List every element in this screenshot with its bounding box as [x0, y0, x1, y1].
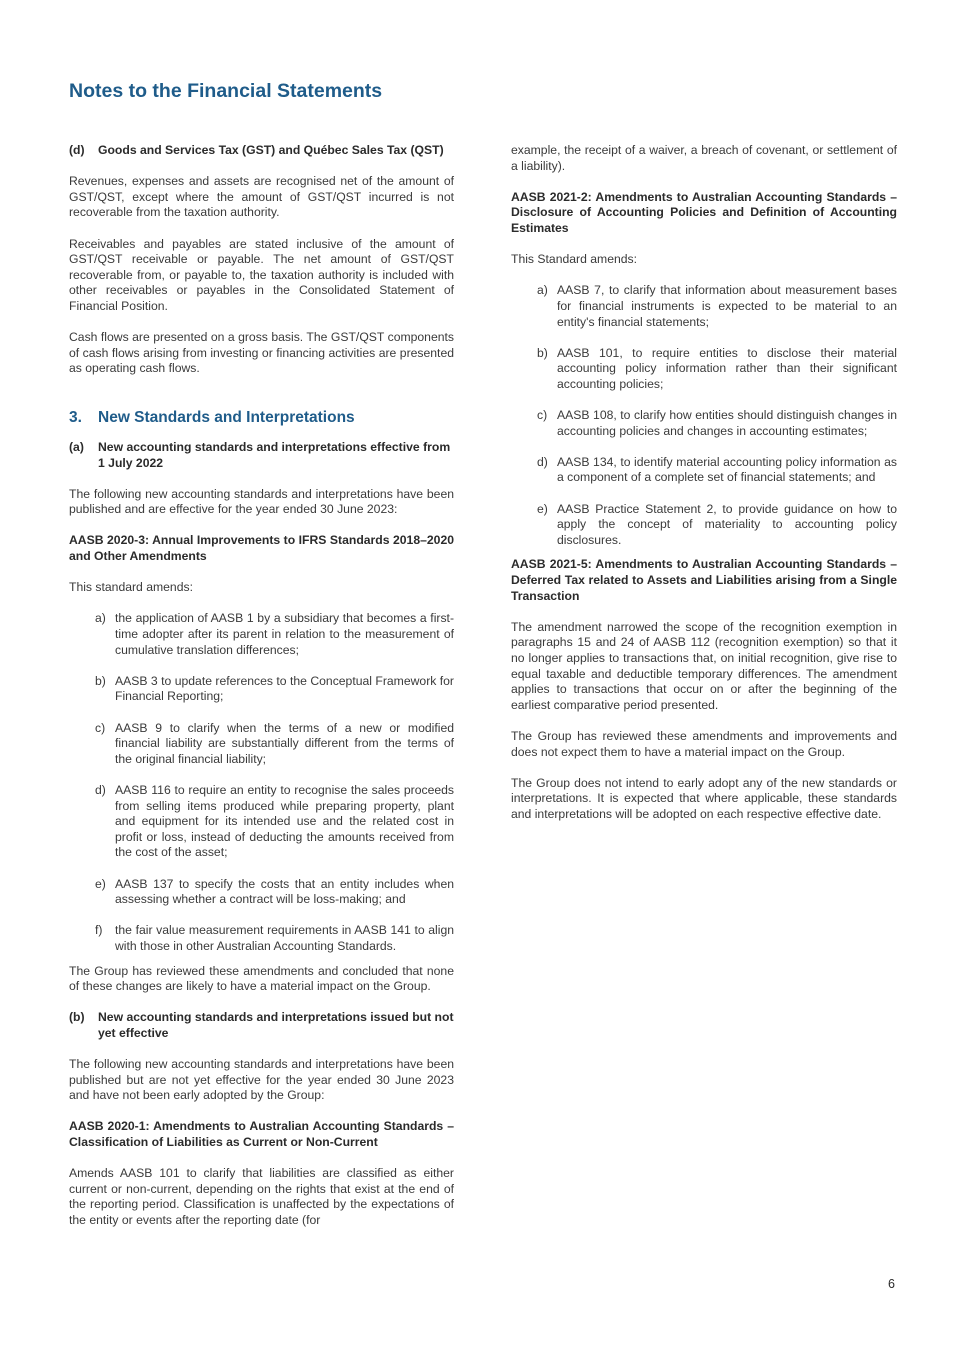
aasb-2020-3-heading: AASB 2020-3: Annual Improvements to IFRS Standards 2018–2020 and Other Amendments: [69, 533, 454, 564]
left-column: [69, 143, 454, 1244]
aasb-2021-5-heading: AASB 2021-5: Amendments to Australian Accounting Standards – Deferred Tax related to Assets and Liabilities arising from a Single Transaction: [511, 557, 897, 603]
section-3-heading: [69, 408, 454, 428]
effective-standards-intro: The following new accounting standards and interpretations have been published and are effective for the year ended 30 June 2023:: [69, 486, 454, 517]
list-item-text: AASB 134, to identify material accounting policy information as a component of a complete set of financial statements; and: [557, 454, 897, 485]
aasb-2021-2-heading: AASB 2021-2: Amendments to Australian Accounting Standards – Disclosure of Accounting Policies and Definition of Accounting Estimates: [511, 189, 897, 235]
section-d-heading: [69, 143, 454, 159]
gst-paragraph-1: Revenues, expenses and assets are recognised net of the amount of GST/QST, except where the amount of GST/QST incurred is not recoverable from the taxation authority.: [69, 174, 454, 220]
aasb-2021-2-amendments-list: [511, 283, 897, 548]
page-number: 6: [888, 1277, 895, 1291]
list-item-text: AASB 7, to clarify that information about measurement bases for financial instruments is expected to be material to an entity's financial statements;: [557, 283, 897, 329]
list-item: [511, 408, 897, 439]
aasb-2020-3-amendments-list: [69, 611, 454, 954]
list-item-label: b): [95, 673, 106, 688]
section-3-title: New Standards and Interpretations: [98, 408, 355, 426]
section-3-number: 3.: [69, 408, 82, 426]
subsection-b-label: (b): [69, 1010, 85, 1025]
list-item-label: c): [95, 720, 106, 735]
list-item-label: d): [95, 782, 106, 797]
group-review-paragraph: The Group has reviewed these amendments and concluded that none of these changes are likely to have a material impact on the Group.: [69, 963, 454, 994]
list-item-label: a): [537, 283, 548, 298]
page-title: Notes to the Financial Statements: [69, 80, 383, 102]
list-item-label: b): [537, 345, 548, 360]
group-review-amendments-paragraph: The Group has reviewed these amendments and improvements and does not expect them to have a material impact on the Group.: [511, 728, 897, 759]
early-adopt-paragraph: The Group does not intend to early adopt any of the new standards or interpretations. It is expected that where applicable, these standards and interpretations will be adopted on each respective effective date.: [511, 775, 897, 821]
subsection-a-heading: [69, 440, 454, 471]
list-item-text: AASB Practice Statement 2, to provide guidance on how to apply the concept of materiality to accounting policy disclosures.: [557, 501, 897, 547]
subsection-a-label: (a): [69, 439, 84, 454]
list-item: [511, 283, 897, 330]
subsection-a-title: New accounting standards and interpretations effective from 1 July 2022: [98, 439, 451, 470]
list-item-label: e): [537, 501, 548, 516]
list-item-label: e): [95, 876, 106, 891]
list-item-label: c): [537, 408, 548, 423]
amends-intro-left: This standard amends:: [69, 580, 193, 595]
subsection-b-title: New accounting standards and interpretations issued but not yet effective: [98, 1010, 454, 1040]
list-item: [69, 674, 454, 705]
amends-intro-right: This Standard amends:: [511, 252, 638, 267]
list-item: [511, 346, 897, 393]
list-item-text: the fair value measurement requirements in AASB 141 to align with those in other Australian Accounting Standards.: [115, 923, 454, 953]
list-item-text: AASB 101, to require entities to disclose their material accounting policy information rather than their significant accounting policies;: [557, 345, 897, 391]
list-item-label: f): [95, 923, 103, 938]
list-item-text: the application of AASB 1 by a subsidiary that becomes a first-time adopter after its parent in relation to the measurement of cumulative translation differences;: [115, 611, 454, 657]
list-item-label: a): [95, 611, 106, 626]
recognition-exemption-paragraph: The amendment narrowed the scope of the recognition exemption in paragraphs 15 and 24 of AASB 112 (recognition exemption) so that it no longer applies to transactions that, on initial recognition, give rise to equal taxable and deductible temporary differences. The amendment applies to transactions that occur on or after the beginning of the earliest comparative period presented.: [511, 619, 897, 712]
gst-paragraph-3: Cash flows are presented on a gross basis. The GST/QST components of cash flows arising from investing or financing activities are presented as operating cash flows.: [69, 330, 454, 376]
list-item: [511, 502, 897, 549]
list-item-text: AASB 9 to clarify when the terms of a new or modified financial liability are substantially different from the terms of the original financial liability;: [115, 720, 454, 766]
section-d-title: Goods and Services Tax (GST) and Québec Sales Tax (QST): [98, 143, 444, 157]
list-item: [511, 455, 897, 486]
list-item: [69, 877, 454, 908]
list-item-text: AASB 108, to clarify how entities should distinguish changes in accounting policies and changes in accounting estimates;: [557, 408, 897, 438]
list-item: [69, 783, 454, 861]
list-item-text: AASB 3 to update references to the Conceptual Framework for Financial Reporting;: [115, 673, 454, 704]
gst-paragraph-2: Receivables and payables are stated inclusive of the amount of GST/QST receivable or payable. The net amount of GST/QST recoverable from, or payable to, the taxation authority is included with other receivables or payables in the Consolidated Statement of Financial Position.: [69, 236, 454, 313]
aasb-2020-1-paragraph: Amends AASB 101 to clarify that liabilities are classified as either current or non-current, depending on the rights that exist at the end of the reporting period. Classification is unaffected by the expectations of the entity or events after the reporting date (for: [69, 1166, 454, 1227]
continued-paragraph: example, the receipt of a waiver, a breach of covenant, or settlement of a liability).: [511, 143, 897, 173]
list-item: [69, 923, 454, 954]
subsection-b-heading: [69, 1010, 454, 1041]
list-item-text: AASB 116 to require an entity to recognise the sales proceeds from selling items produced while preparing property, plant and equipment for its intended use and the related cost in profit or loss, instead of deducting the amounts received from the cost of the asset;: [115, 782, 454, 860]
aasb-2020-1-heading: AASB 2020-1: Amendments to Australian Accounting Standards – Classification of Liabilities as Current or Non-Current: [69, 1119, 454, 1150]
list-item-text: AASB 137 to specify the costs that an entity includes when assessing whether a contract will be loss-making; and: [115, 876, 454, 907]
not-yet-effective-intro: The following new accounting standards and interpretations have been published but are not yet effective for the year ended 30 June 2023 and have not been early adopted by the Group:: [69, 1057, 454, 1103]
list-item: [69, 721, 454, 768]
section-d-label: (d): [69, 143, 85, 157]
list-item-label: d): [537, 454, 548, 469]
right-column: [511, 143, 897, 838]
list-item: [69, 611, 454, 658]
